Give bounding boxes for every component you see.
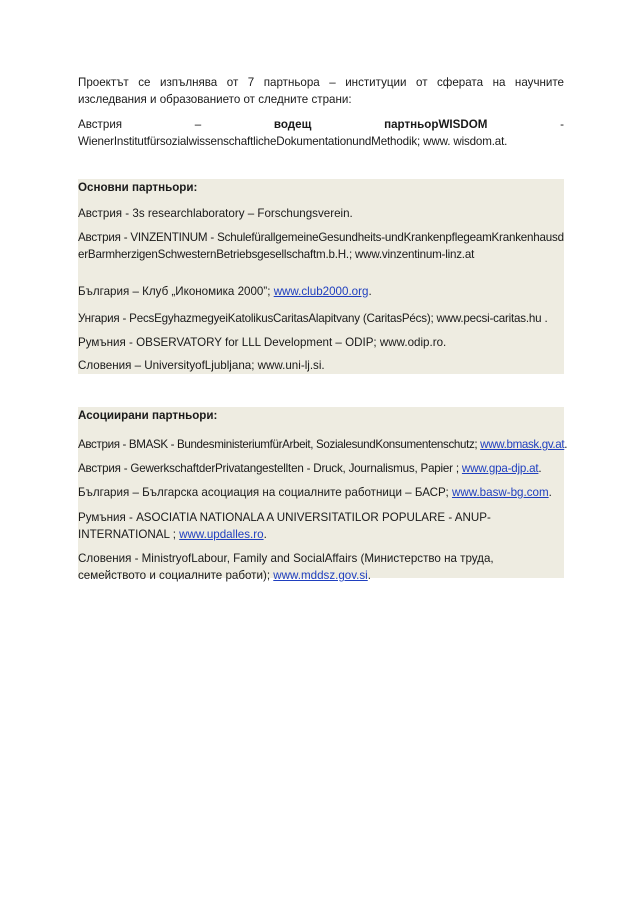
associated-partner-text: Австрия - BMASK - BundesministeriumfürArbeit, SozialesundKonsumentenschutz; bbox=[78, 438, 481, 451]
associated-partner-text-after: . bbox=[367, 569, 371, 582]
associated-partner-item bbox=[78, 460, 564, 477]
bmask-link[interactable]: www.bmask.gv.at bbox=[480, 438, 565, 451]
main-partners-panel bbox=[78, 179, 564, 374]
lead-country: Австрия bbox=[78, 118, 123, 131]
associated-partner-text: България – Българска асоциация на социалните работници – БАСР; bbox=[78, 486, 452, 499]
main-partner-text: Унгария - PecsEgyhazmegyeiKatolikusCaritasAlapitvany (CaritasPécs); www.pecsi-caritas.hu . bbox=[78, 312, 548, 325]
associated-partner-text-after: . bbox=[564, 438, 568, 451]
associated-partner-item bbox=[78, 484, 564, 501]
associated-partner-text-after: . bbox=[263, 528, 267, 541]
main-partner-text: Австрия - 3s researchlaboratory – Forschungsverein. bbox=[78, 207, 353, 220]
lead-dash: – bbox=[194, 118, 202, 131]
main-partner-text-after: . bbox=[368, 285, 372, 298]
mddsz-link[interactable]: www.mddsz.gov.si bbox=[273, 569, 368, 582]
main-partners-title: Основни партньори: bbox=[78, 181, 198, 194]
associated-partners-title: Асоциирани партньори: bbox=[78, 409, 218, 422]
main-partner-item bbox=[78, 357, 564, 374]
main-partner-text: Румъния - OBSERVATORY for LLL Development – ODIP; www.odip.ro. bbox=[78, 336, 447, 349]
associated-partner-text: Словения - MinistryofLabour, Family and SocialAffairs (Министерство на труда, семейството и социалните работи); bbox=[78, 552, 494, 582]
associated-partner-item bbox=[78, 550, 564, 584]
lead-tail-dash: - bbox=[560, 118, 564, 131]
main-partner-text: България – Клуб „Икономика 2000”; bbox=[78, 285, 274, 298]
main-partner-item bbox=[78, 283, 564, 300]
associated-partners-panel bbox=[78, 407, 568, 582]
gpa-djp-link[interactable]: www.gpa-djp.at bbox=[461, 462, 539, 475]
main-partner-text: Словения – UniversityofLjubljana; www.uni-lj.si. bbox=[78, 359, 325, 372]
associated-partner-item bbox=[78, 509, 564, 543]
main-partner-item bbox=[78, 229, 564, 263]
associated-partner-text: Австрия - GewerkschaftderPrivatangestellten - Druck, Journalismus, Papier ; bbox=[78, 462, 462, 475]
basw-link[interactable]: www.basw-bg.com bbox=[451, 486, 549, 499]
lead-partner-line bbox=[78, 116, 564, 133]
main-partner-text: Австрия - VINZENTINUM - SchulefürallgemeineGesundheits-undKrankenpflegeamKrankenhausderBarmherzigenSchwesternBetriebsgesellschaftm.b.H.; www.vinzentinum-linz.at bbox=[78, 231, 564, 261]
main-partner-item bbox=[78, 310, 564, 327]
associated-partner-item bbox=[78, 436, 568, 453]
lead-role: водещ bbox=[273, 118, 312, 131]
main-partner-item bbox=[78, 334, 564, 351]
associated-partner-text-after: . bbox=[548, 486, 552, 499]
main-partner-item bbox=[78, 205, 564, 222]
lead-partner-org: WienerInstitutfürsozialwissenschaftlicheDokumentationundMethodik; www. wisdom.at. bbox=[78, 135, 508, 148]
intro-paragraph: Проектът се изпълнява от 7 партньора – институции от сферата на научните изследвания и образованието от следните страни: bbox=[78, 76, 564, 106]
associated-partner-text: Румъния - ASOCIATIA NATIONALA A UNIVERSITATILOR POPULARE - ANUP-INTERNATIONAL ; bbox=[78, 511, 491, 541]
club2000-link[interactable]: www.club2000.org bbox=[273, 285, 369, 298]
lead-partner-name: партньорWISDOM bbox=[384, 118, 488, 131]
lead-partner-paragraph bbox=[78, 116, 564, 150]
updalles-link[interactable]: www.updalles.ro bbox=[179, 528, 264, 541]
associated-partner-text-after: . bbox=[538, 462, 542, 475]
